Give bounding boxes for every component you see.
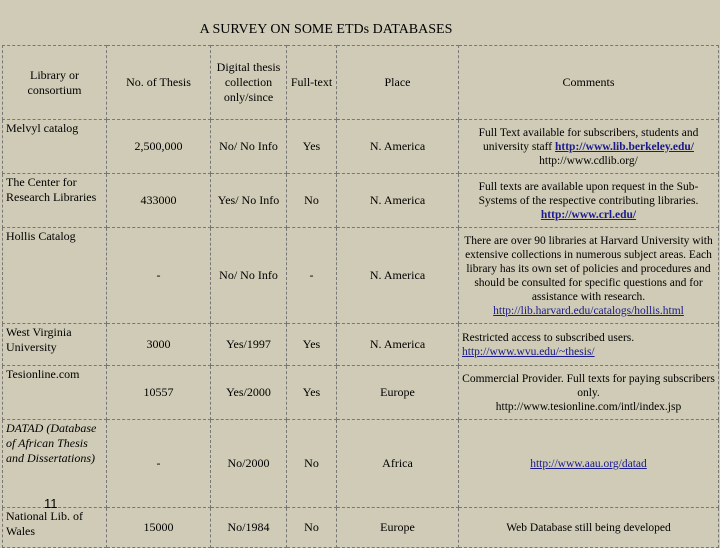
cell-comments [459,120,719,174]
header-fulltext: Full-text [287,46,337,120]
cell-num-thesis: 433000 [107,174,211,228]
table-row [3,508,719,548]
cell-comments [459,228,719,324]
comment-link[interactable]: http://www.lib.berkeley.edu/ [555,140,694,153]
cell-comments [459,366,719,420]
cell-digital: No/1984 [211,508,287,548]
comment-link[interactable]: http://www.aau.org/datad [530,457,647,470]
cell-comments [459,508,719,548]
comment-link[interactable]: http://www.crl.edu/ [540,208,637,221]
table-row [3,120,719,174]
cell-num-thesis: 15000 [107,508,211,548]
header-row [3,46,719,120]
cell-comments [459,324,719,366]
cell-fulltext: Yes [287,120,337,174]
comment-url-text: http://www.tesionline.com/intl/index.jsp [495,400,682,413]
cell-library: Tesionline.com [3,366,107,420]
page-number: 11 [44,496,58,511]
cell-digital: No/ No Info [211,228,287,324]
comment-text: Restricted access to subscribed users. [462,331,635,344]
cell-comments [459,420,719,508]
table-row [3,174,719,228]
comment-text: Commercial Provider. Full texts for paying subscribers only. [462,372,715,399]
table-row [3,228,719,324]
cell-digital: Yes/2000 [211,366,287,420]
comment-text: There are over 90 libraries at Harvard University with extensive collections in numerous subject areas. Each library has its own set of policies and procedures and should be consulted for specific questions and for assistance with research. [464,234,713,303]
cell-num-thesis: 10557 [107,366,211,420]
comment-text: Web Database still being developed [506,521,671,534]
cell-num-thesis: 3000 [107,324,211,366]
cell-place: N. America [337,324,459,366]
cell-place: Africa [337,420,459,508]
cell-library: Hollis Catalog [3,228,107,324]
comment-link[interactable]: http://www.wvu.edu/~thesis/ [462,345,595,358]
cell-library: DATAD (Database of African Thesis and Dissertations) [3,420,107,508]
comment-text: Full texts are available upon request in the Sub-Systems of the respective contributing libraries. [478,180,699,207]
cell-fulltext: Yes [287,324,337,366]
cell-place: N. America [337,120,459,174]
table-row [3,324,719,366]
table-row [3,366,719,420]
header-place: Place [337,46,459,120]
cell-library: National Lib. of Wales [3,508,107,548]
cell-num-thesis: 2,500,000 [107,120,211,174]
comment-url-text: http://www.cdlib.org/ [539,154,638,167]
comment-text: Full Text available for subscribers, students and university staff [478,126,699,153]
cell-num-thesis: - [107,420,211,508]
cell-place: N. America [337,228,459,324]
etd-survey-table [2,45,719,548]
cell-fulltext: No [287,508,337,548]
header-num-thesis: No. of Thesis [107,46,211,120]
cell-fulltext: No [287,174,337,228]
cell-fulltext: - [287,228,337,324]
cell-fulltext: No [287,420,337,508]
cell-digital: Yes/ No Info [211,174,287,228]
cell-place: Europe [337,366,459,420]
cell-library: Melvyl catalog [3,120,107,174]
cell-digital: No/ No Info [211,120,287,174]
cell-fulltext: Yes [287,366,337,420]
header-digital: Digital thesis collection only/since [211,46,287,120]
header-comments: Comments [459,46,719,120]
cell-library: West Virginia University [3,324,107,366]
cell-num-thesis: - [107,228,211,324]
comment-link[interactable]: http://lib.harvard.edu/catalogs/hollis.html [493,304,684,317]
cell-place: N. America [337,174,459,228]
cell-digital: No/2000 [211,420,287,508]
cell-library: The Center for Research Libraries [3,174,107,228]
page-title: A SURVEY ON SOME ETDs DATABASES [199,22,453,37]
table-row [3,420,719,508]
cell-place: Europe [337,508,459,548]
cell-digital: Yes/1997 [211,324,287,366]
cell-comments [459,174,719,228]
header-library: Library or consortium [3,46,107,120]
